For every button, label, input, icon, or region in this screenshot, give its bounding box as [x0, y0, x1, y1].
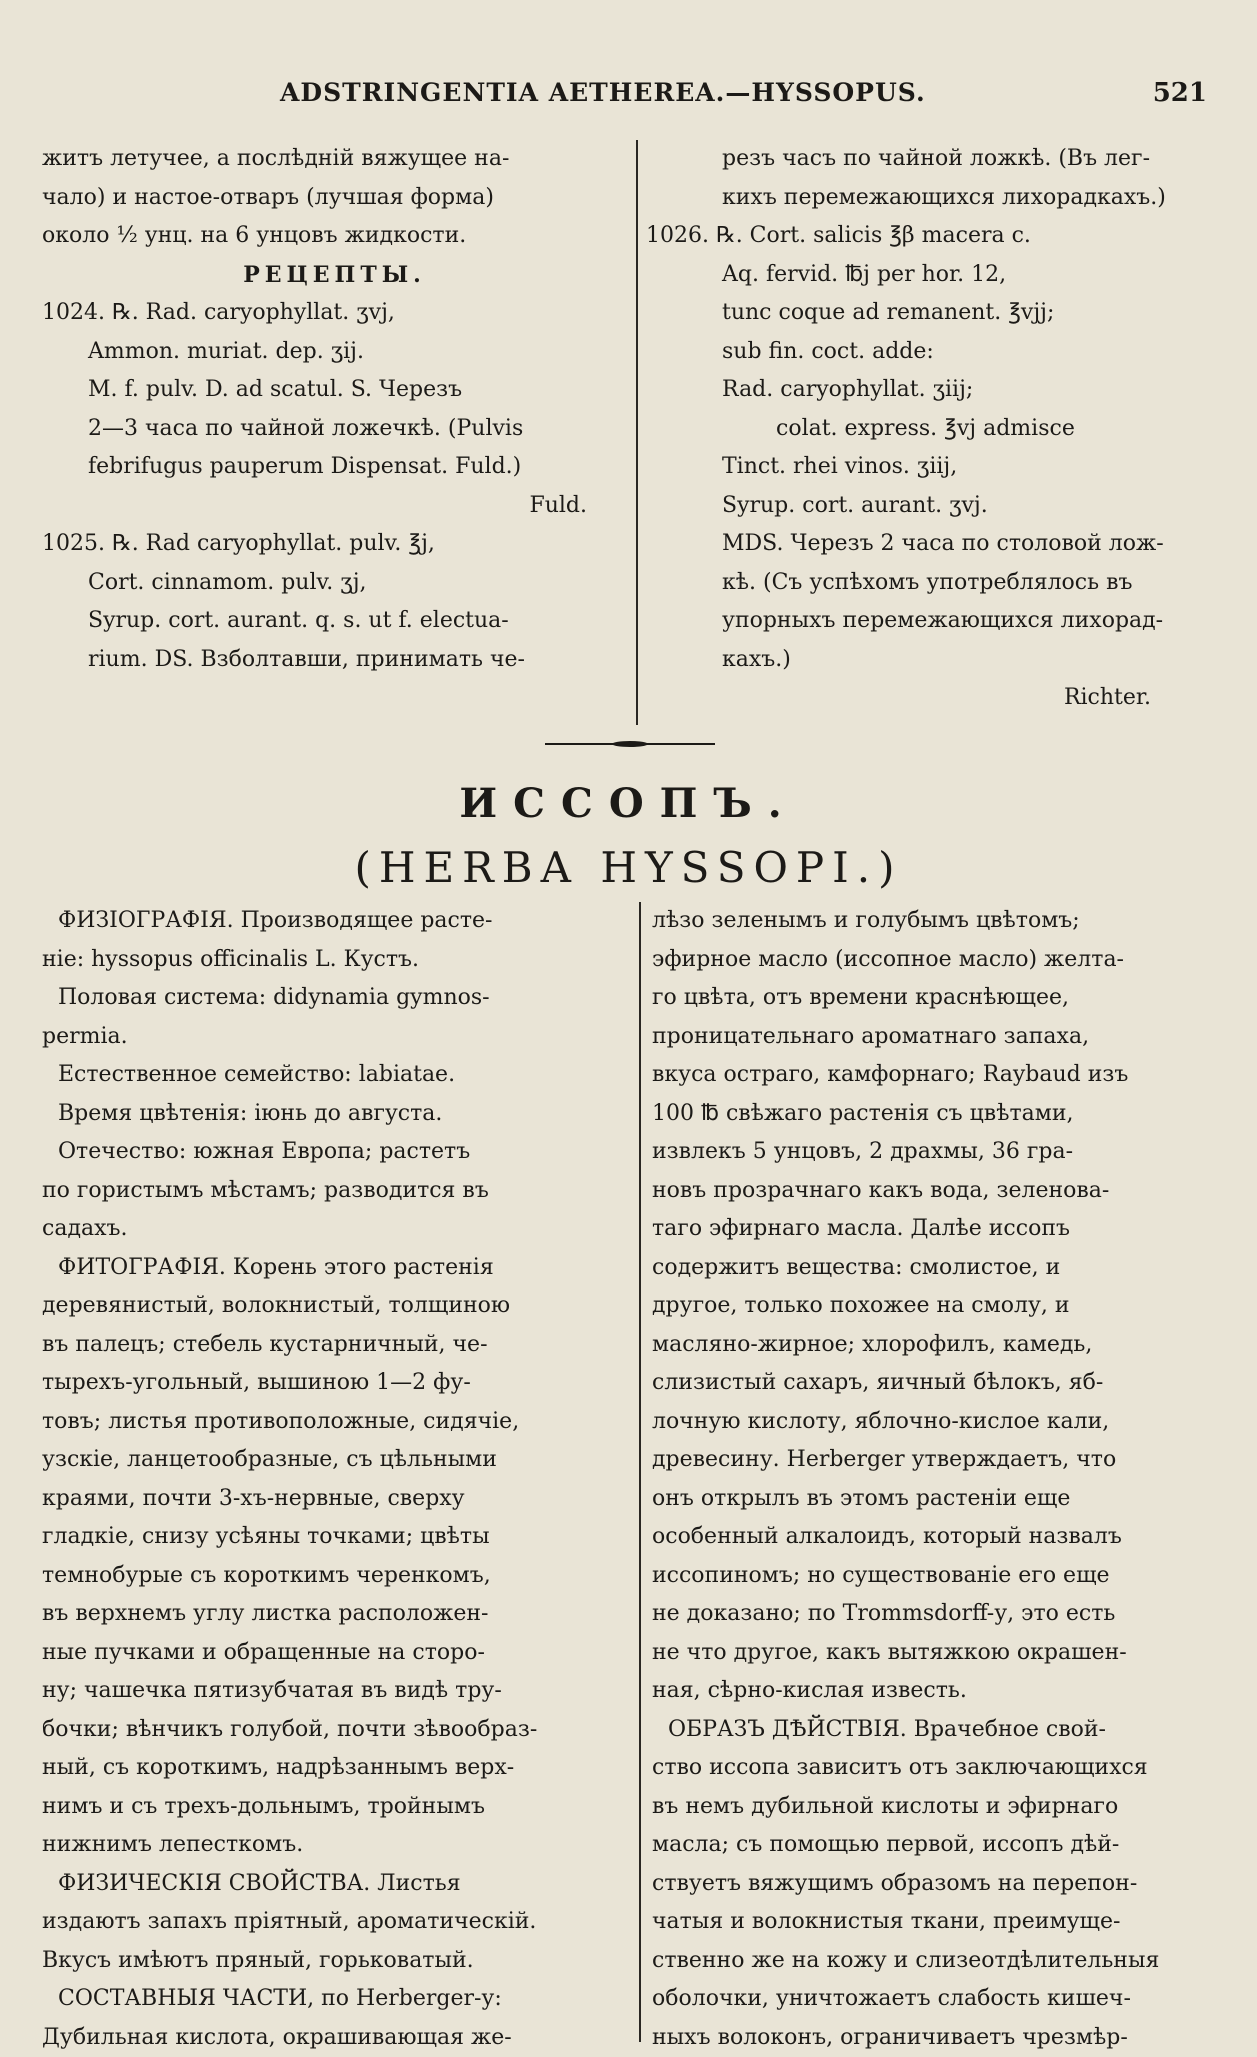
- text-line: упорныхъ перемежающихся лихорад-: [676, 602, 1221, 641]
- text-line: permia.: [42, 1018, 627, 1057]
- column-divider-bottom: [639, 902, 641, 2042]
- text-line: древесину. Herberger утверждаетъ, что: [652, 1441, 1217, 1480]
- text-line: деревянистый, волокнистый, толщиною: [42, 1287, 627, 1326]
- text-line: иссопиномъ; но существованіе его еще: [652, 1557, 1217, 1596]
- text-line: оболочки, уничтожаетъ слабость кишеч-: [652, 1980, 1217, 2019]
- text-line: другое, только похожее на смолу, и: [652, 1287, 1217, 1326]
- text-line: ствуетъ вяжущимъ образомъ на перепон-: [652, 1865, 1217, 1904]
- text-line: Cort. cinnamom. pulv. ʒj,: [42, 564, 627, 603]
- text-line: краями, почти 3-хъ-нервные, сверху: [42, 1480, 627, 1519]
- text-line: Syrup. cort. aurant. q. s. ut f. electua-: [42, 602, 627, 641]
- text-line: не что другое, какъ вытяжкою окрашен-: [652, 1634, 1217, 1673]
- text-line: ный, съ короткимъ, надрѣзаннымъ верх-: [42, 1749, 627, 1788]
- text-line: новъ прозрачнаго какъ вода, зеленова-: [652, 1172, 1217, 1211]
- text-line: Rad. caryophyllat. ʒiij;: [676, 371, 1221, 410]
- text-line: темнобурые съ короткимъ черенкомъ,: [42, 1557, 627, 1596]
- text-line: чало) и настое-отваръ (лучшая форма): [42, 179, 627, 218]
- recipe-1024-line: 1024. ℞. Rad. caryophyllat. ʒvj,: [42, 294, 627, 333]
- text-line: нимъ и съ трехъ-дольнымъ, тройнымъ: [42, 1788, 627, 1827]
- text-line: sub fin. coct. adde:: [676, 333, 1221, 372]
- text-line: ОБРАЗЪ ДѢЙСТВІЯ. Врачебное свой-: [652, 1711, 1217, 1750]
- text-line: кѣ. (Съ успѣхомъ употреблялось въ: [676, 564, 1221, 603]
- text-line: Tinct. rhei vinos. ʒiij,: [676, 448, 1221, 487]
- text-line: лѣзо зеленымъ и голубымъ цвѣтомъ;: [652, 902, 1217, 941]
- text-line: масляно-жирное; хлорофилъ, камедь,: [652, 1326, 1217, 1365]
- text-line: таго эфирнаго масла. Далѣе иссопъ: [652, 1210, 1217, 1249]
- text-line: проницательнаго ароматнаго запаха,: [652, 1018, 1217, 1057]
- recipe-source: Richter.: [676, 679, 1221, 718]
- bottom-left-column: [42, 902, 627, 2057]
- text-line: febrifugus pauperum Dispensat. Fuld.): [42, 448, 627, 487]
- text-line: нижнимъ лепесткомъ.: [42, 1826, 627, 1865]
- text-line: въ немъ дубильной кислоты и эфирнаго: [652, 1788, 1217, 1827]
- recipe-1025-line: 1025. ℞. Rad caryophyllat. pulv. ℥j,: [42, 525, 627, 564]
- text-line: Aq. fervid. ℔j per hor. 12,: [676, 256, 1221, 295]
- text-line: лочную кислоту, яблочно-кислое кали,: [652, 1403, 1217, 1442]
- text-line: по гористымъ мѣстамъ; разводится въ: [42, 1172, 627, 1211]
- text-line: извлекъ 5 унцовъ, 2 драхмы, 36 гра-: [652, 1133, 1217, 1172]
- column-divider-top: [636, 140, 638, 725]
- text-line: онъ открылъ въ этомъ растеніи еще: [652, 1480, 1217, 1519]
- running-header: [0, 78, 1257, 118]
- text-line: кихъ перемежающихся лихорадкахъ.): [676, 179, 1221, 218]
- text-line: вкуса остраго, камфорнаго; Raybaud изъ: [652, 1056, 1217, 1095]
- text-line: Отечество: южная Европа; растетъ: [42, 1133, 627, 1172]
- text-line: colat. express. ℥vj admisce: [676, 410, 1221, 449]
- text-line: узскіе, ланцетообразные, съ цѣльными: [42, 1441, 627, 1480]
- text-line: Время цвѣтенія: іюнь до августа.: [42, 1095, 627, 1134]
- text-line: резъ часъ по чайной ложкѣ. (Въ лег-: [676, 140, 1221, 179]
- text-line: ФИТОГРАФІЯ. Корень этого растенія: [42, 1249, 627, 1288]
- text-line: tunc coque ad remanent. ℥vjj;: [676, 294, 1221, 333]
- text-line: 100 ℔ свѣжаго растенія съ цвѣтами,: [652, 1095, 1217, 1134]
- text-line: особенный алкалоидъ, который назвалъ: [652, 1518, 1217, 1557]
- text-line: го цвѣта, отъ времени краснѣющее,: [652, 979, 1217, 1018]
- text-line: не доказано; по Trommsdorff-у, это есть: [652, 1595, 1217, 1634]
- text-line: издаютъ запахъ пріятный, ароматическій.: [42, 1903, 627, 1942]
- text-line: житъ летучее, а послѣдній вяжущее на-: [42, 140, 627, 179]
- text-line: въ палецъ; стебель кустарничный, че-: [42, 1326, 627, 1365]
- text-line: масла; съ помощью первой, иссопъ дѣй-: [652, 1826, 1217, 1865]
- text-line: Дубильная кислота, окрашивающая же-: [42, 2019, 627, 2057]
- text-line: тырехъ-угольный, вышиною 1—2 фу-: [42, 1364, 627, 1403]
- text-line: ныхъ волоконъ, ограничиваетъ чрезмѣр-: [652, 2019, 1217, 2057]
- text-line: эфирное масло (иссопное масло) желта-: [652, 941, 1217, 980]
- text-line: ство иссопа зависитъ отъ заключающихся: [652, 1749, 1217, 1788]
- text-line: Половая система: didynamia gymnos-: [42, 979, 627, 1018]
- top-right-column: [676, 140, 1221, 718]
- text-line: содержитъ вещества: смолистое, и: [652, 1249, 1217, 1288]
- article-title: ИССОПЪ.: [0, 780, 1257, 827]
- text-line: ная, сѣрно-кислая известь.: [652, 1672, 1217, 1711]
- page-number: 521: [1153, 78, 1207, 108]
- top-left-column: [42, 140, 627, 679]
- text-line: MDS. Черезъ 2 часа по столовой лож-: [676, 525, 1221, 564]
- text-line: садахъ.: [42, 1210, 627, 1249]
- text-line: СОСТАВНЫЯ ЧАСТИ, по Herberger-у:: [42, 1980, 627, 2019]
- text-line: M. f. pulv. D. ad scatul. S. Черезъ: [42, 371, 627, 410]
- text-line: Ammon. muriat. dep. ʒij.: [42, 333, 627, 372]
- text-line: чатыя и волокнистыя ткани, преимуще-: [652, 1903, 1217, 1942]
- article-latin-title: (HERBA HYSSOPI.): [0, 843, 1257, 892]
- text-line: ФИЗІОГРАФІЯ. Производящее расте-: [42, 902, 627, 941]
- recipe-1026-line: 1026. ℞. Cort. salicis ℥β macera c.: [646, 217, 1221, 256]
- text-line: въ верхнемъ углу листка расположен-: [42, 1595, 627, 1634]
- ornamental-rule: [545, 741, 715, 747]
- text-line: ну; чашечка пятизубчатая въ видѣ тру-: [42, 1672, 627, 1711]
- text-line: гладкіе, снизу усѣяны точками; цвѣты: [42, 1518, 627, 1557]
- text-line: бочки; вѣнчикъ голубой, почти зѣвообраз-: [42, 1711, 627, 1750]
- text-line: около ½ унц. на 6 унцовъ жидкости.: [42, 217, 627, 256]
- text-line: ніе: hyssopus officinalis L. Кустъ.: [42, 941, 627, 980]
- bottom-right-column: [652, 902, 1217, 2057]
- section-heading-recipes: РЕЦЕПТЫ.: [42, 256, 627, 295]
- text-line: Syrup. cort. aurant. ʒvj.: [676, 487, 1221, 526]
- recipe-source: Fuld.: [42, 487, 627, 526]
- text-line: ные пучками и обращенные на сторо-: [42, 1634, 627, 1673]
- text-line: Естественное семейство: labiatae.: [42, 1056, 627, 1095]
- text-line: 2—3 часа по чайной ложечкѣ. (Pulvis: [42, 410, 627, 449]
- text-line: ФИЗИЧЕСКІЯ СВОЙСТВА. Листья: [42, 1865, 627, 1904]
- text-line: слизистый сахаръ, яичный бѣлокъ, яб-: [652, 1364, 1217, 1403]
- text-line: кахъ.): [676, 641, 1221, 680]
- text-line: ственно же на кожу и слизеотдѣлительныя: [652, 1942, 1217, 1981]
- text-line: Вкусъ имѣютъ пряный, горьковатый.: [42, 1942, 627, 1981]
- text-line: rium. DS. Взболтавши, принимать че-: [42, 641, 627, 680]
- text-line: товъ; листья противоположные, сидячіе,: [42, 1403, 627, 1442]
- running-title: ADSTRINGENTIA AETHEREA.—HYSSOPUS.: [280, 78, 926, 107]
